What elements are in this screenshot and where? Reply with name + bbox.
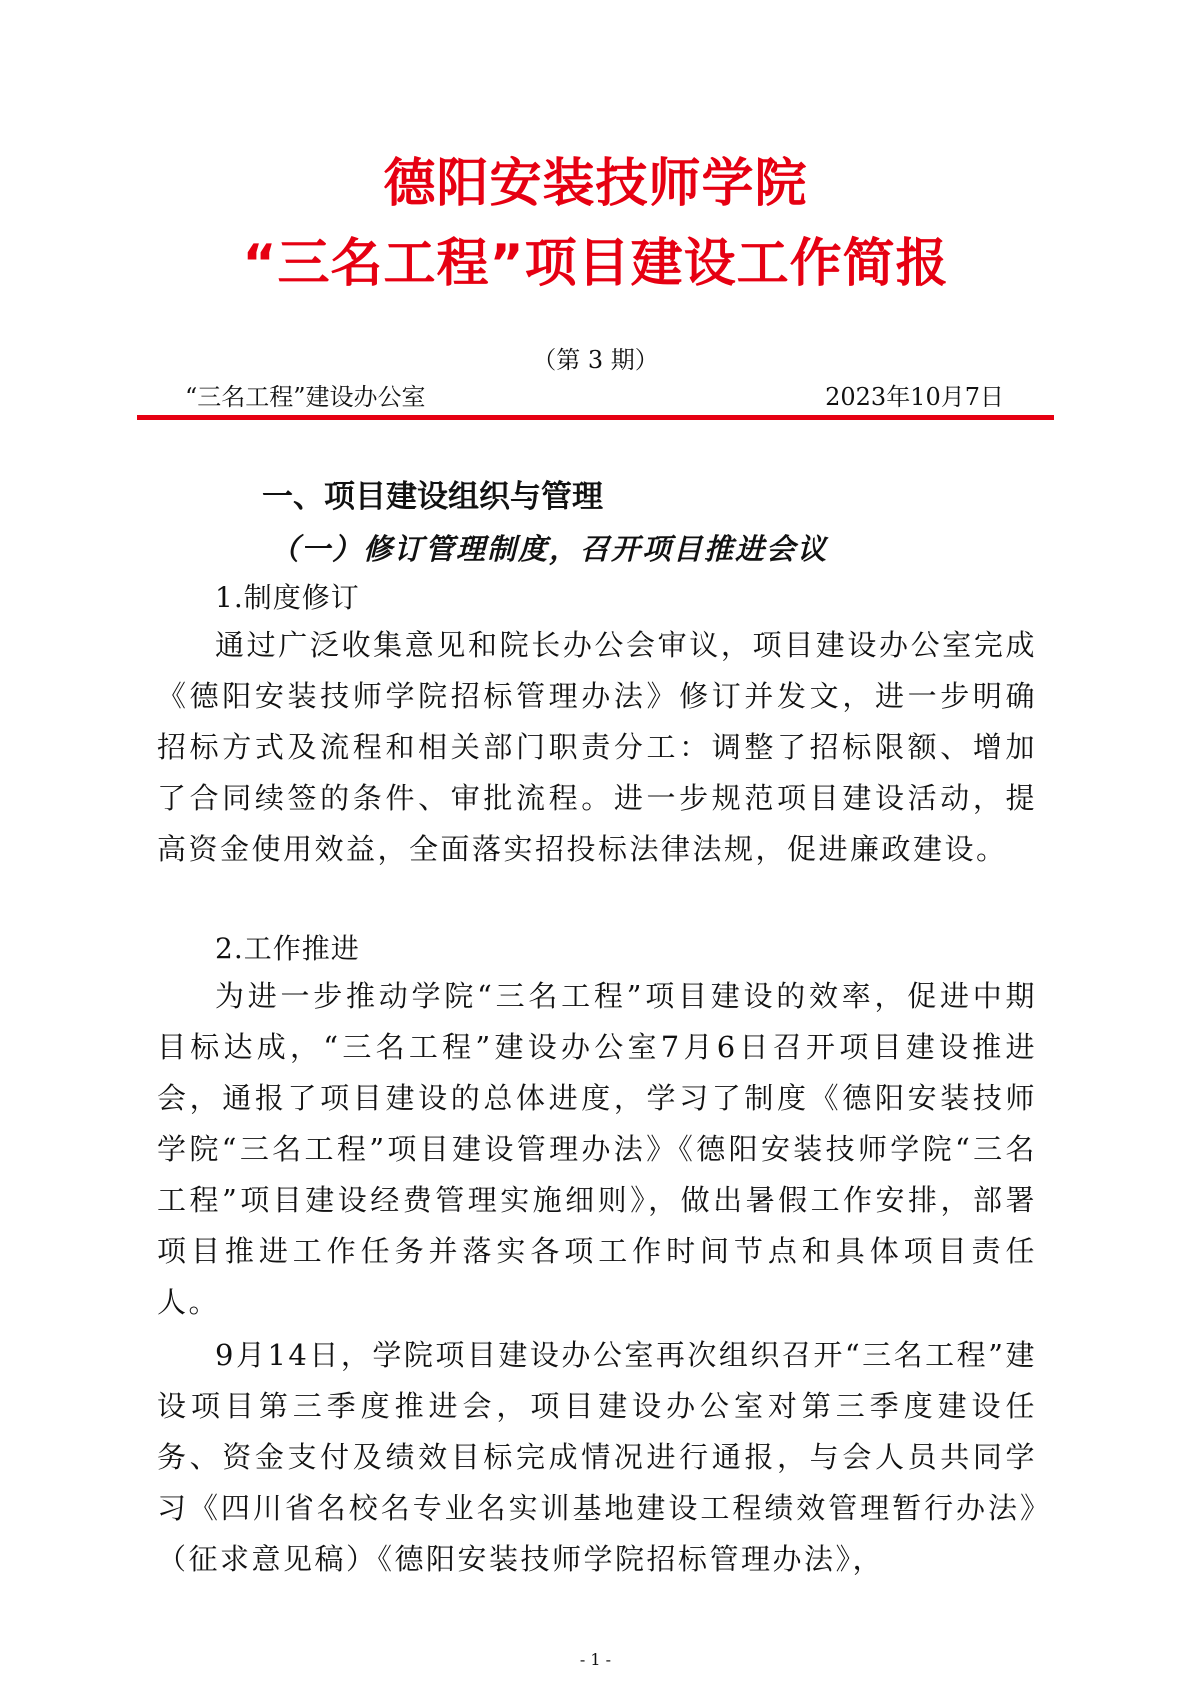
section-heading: 一、项目建设组织与管理 xyxy=(262,479,603,515)
item-heading-1: 1.制度修订 xyxy=(215,581,360,614)
page-number: - 1 - xyxy=(579,1650,612,1669)
subsection-heading: （一）修订管理制度，召开项目推进会议 xyxy=(270,532,829,566)
document-title-line1: 德阳安装技师学院 xyxy=(383,154,808,214)
issue-number: （第 3 期） xyxy=(532,346,659,374)
header-red-rule xyxy=(137,415,1054,420)
paragraph-2: 为进一步推动学院“三名工程”项目建设的效率，促进中期目标达成，“三名工程”建设办公室7月6日召开项目建设推进会，通报了项目建设的总体进度，学习了制度《德阳安装技师学院“三名工程”项目建设管理办法》《德阳安装技师学院“三名工程”项目建设经费管理实施细则》，做出暑假工作安排，部署项目推进工作任务并落实各项工作时间节点和具体项目责任人。 xyxy=(157,979,1037,1319)
paragraph-3: 9月14日，学院项目建设办公室再次组织召开“三名工程”建设项目第三季度推进会，项目建设办公室对第三季度建设任务、资金支付及绩效目标完成情况进行通报，与会人员共同学习《四川省名校名专业名实训基地建设工程绩效管理暂行办法》（征求意见稿）《德阳安装技师学院招标管理办法》， xyxy=(157,1338,1038,1576)
paragraph-1: 通过广泛收集意见和院长办公会审议，项目建设办公室完成《德阳安装技师学院招标管理办法》修订并发文，进一步明确招标方式及流程和相关部门职责分工：调整了招标限额、增加了合同续签的条件、审批流程。进一步规范项目建设活动，提高资金使用效益，全面落实招投标法律法规，促进廉政建设。 xyxy=(157,628,1037,866)
item-heading-2: 2.工作推进 xyxy=(215,932,360,965)
document-title-line2: “三名工程”项目建设工作简报 xyxy=(242,234,949,294)
issuing-office: “三名工程”建设办公室 xyxy=(185,383,426,411)
issue-date: 2023年10月7日 xyxy=(825,383,1004,411)
